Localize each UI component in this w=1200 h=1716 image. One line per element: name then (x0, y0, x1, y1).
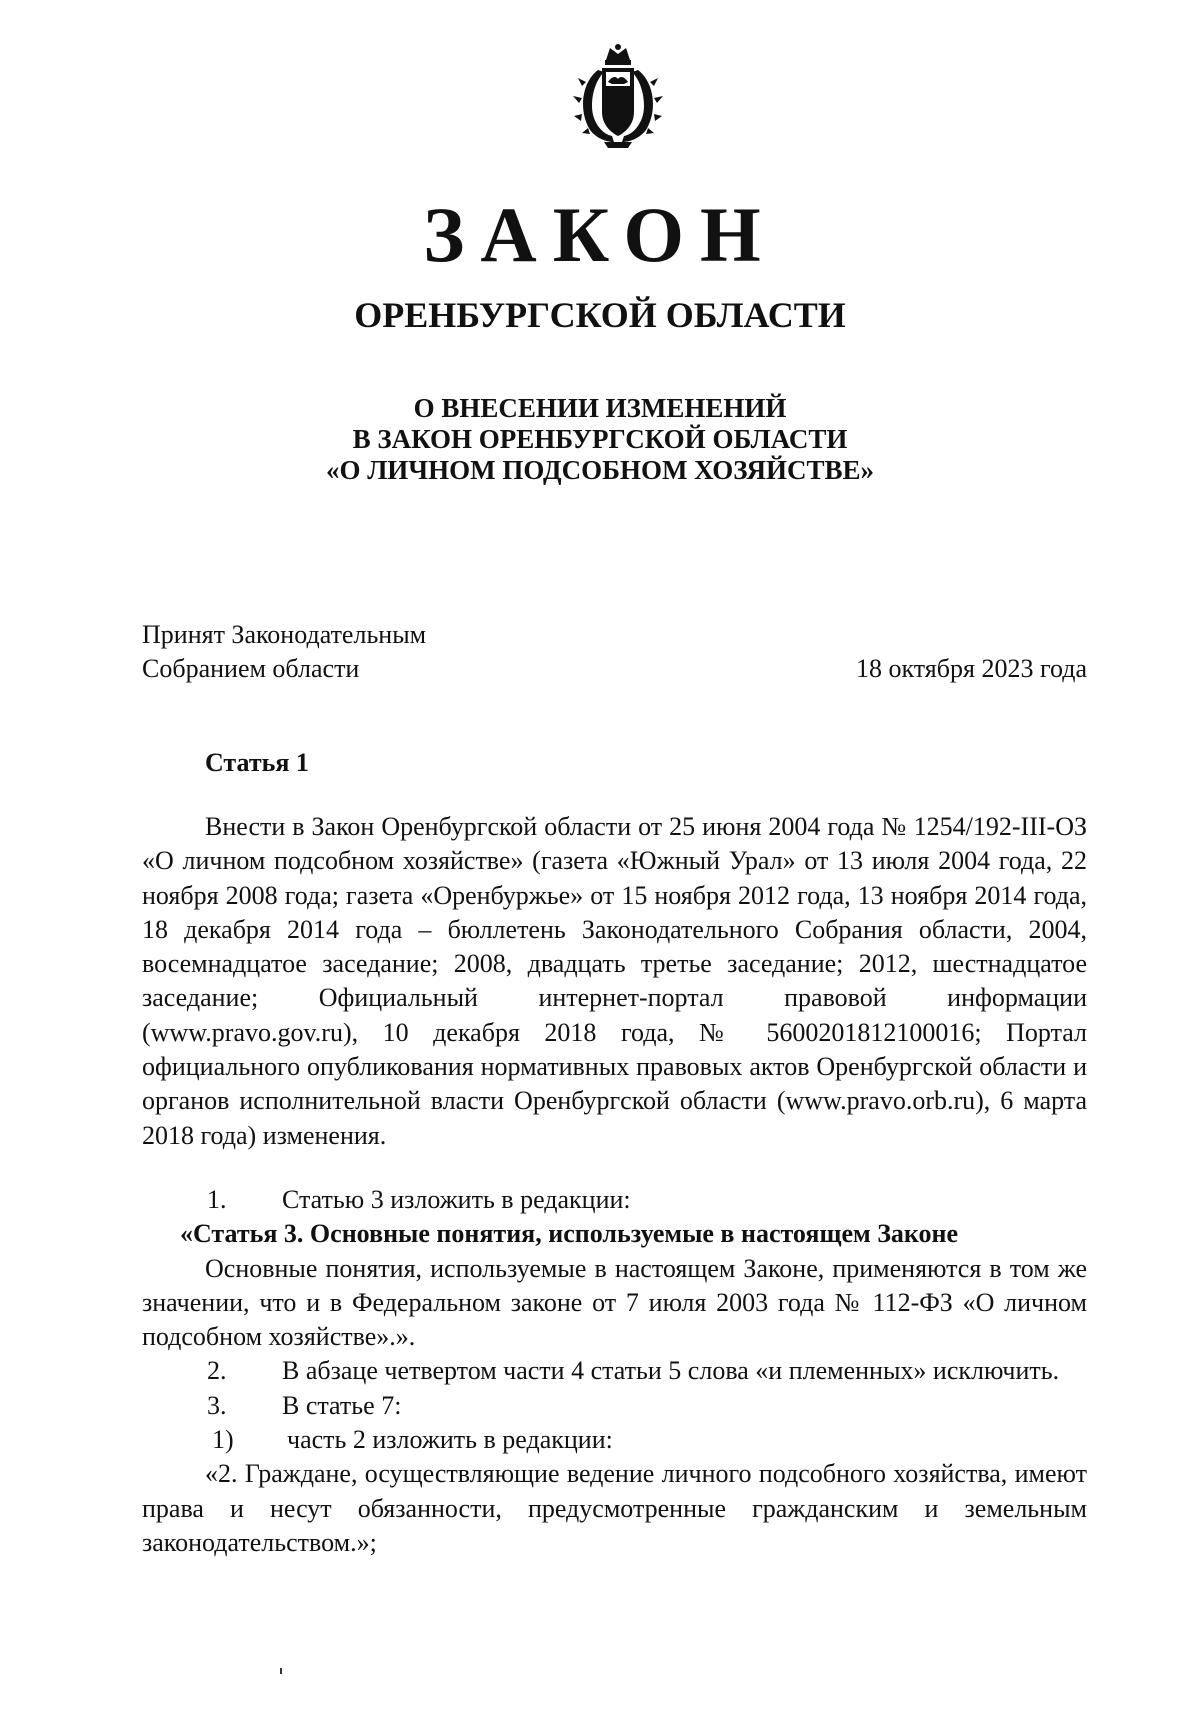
intro-paragraph: Внести в Закон Оренбургской области от 25 июня 2004 года № 1254/192-III-ОЗ «О личном подсобном хозяйстве» (газета «Южный Урал» от 13 июля 2004 года, 22 ноября 2008 года; газета «Оренбуржье» от 15 ноября 2012 года, 13 ноября 2014 года, 18 декабря 2014 года – бюллетень Законодательного Собрания области, 2004, восемнадцатое заседание; 2008, двадцать третье заседание; 2012, шестнадцатое заседание; Официальный интернет-портал правовой информации (www.pravo.gov.ru), 10 декабря 2018 года, № 5600201812100016; Портал официального опубликования нормативных правовых актов Оренбургской области и органов исполнительной власти Оренбургской области (www.pravo.orb.ru), 6 марта 2018 года) изменения. (142, 812, 1087, 1150)
sub-item-number: 1) (212, 1425, 234, 1455)
article3-heading: «Статья 3. Основные понятия, используемые в настоящем Законе (180, 1219, 959, 1249)
item-text: В статье 7: (282, 1390, 402, 1420)
item-number: 2. (207, 1356, 227, 1386)
article3-text: Основные понятия, используемые в настоящем Законе, применяются в том же значении, что и в Федеральном законе от 7 июля 2003 года № 112-ФЗ «О личном подсобном хозяйстве».». (142, 1253, 1087, 1352)
scan-speck (280, 1668, 282, 1674)
region-title: ОРЕНБУРГСКОЙ ОБЛАСТИ (354, 295, 846, 335)
adoption-line: Принят Законодательным (142, 620, 427, 649)
item-text: Статью 3 изложить в редакции: (282, 1184, 631, 1214)
list-item (142, 1183, 1087, 1217)
adoption-line: Собранием области (142, 654, 360, 683)
subject-line: «О ЛИЧНОМ ПОДСОБНОМ ХОЗЯЙСТВЕ» (325, 455, 875, 485)
subject-line: В ЗАКОН ОРЕНБУРГСКОЙ ОБЛАСТИ (352, 424, 848, 454)
sub-item (142, 1423, 1087, 1457)
adoption-block (142, 618, 426, 686)
article-heading: Статья 1 (205, 748, 309, 777)
part2-text: «2. Граждане, осуществляющие ведение личного подсобного хозяйства, имеют права и несут обязанности, предусмотренные гражданским и земельным законодательством.»; (142, 1459, 1087, 1557)
spacer (142, 1153, 1087, 1183)
list-item (142, 1389, 1087, 1423)
subject-line: О ВНЕСЕНИИ ИЗМЕНЕНИЙ (413, 393, 787, 423)
item-text: В абзаце четвертом части 4 статьи 5 слова «и племенных» исключить. (282, 1356, 1060, 1386)
item-number: 1. (207, 1184, 227, 1214)
list-item (142, 1354, 1087, 1388)
adoption-date: 18 октября 2023 года (856, 654, 1087, 683)
law-subject (0, 393, 1200, 486)
sub-item-text: часть 2 изложить в редакции: (287, 1425, 613, 1455)
item-number: 3. (207, 1390, 227, 1420)
article-body (142, 810, 1087, 1560)
coat-of-arms-emblem (568, 42, 668, 152)
law-title: ЗАКОН (423, 191, 777, 278)
